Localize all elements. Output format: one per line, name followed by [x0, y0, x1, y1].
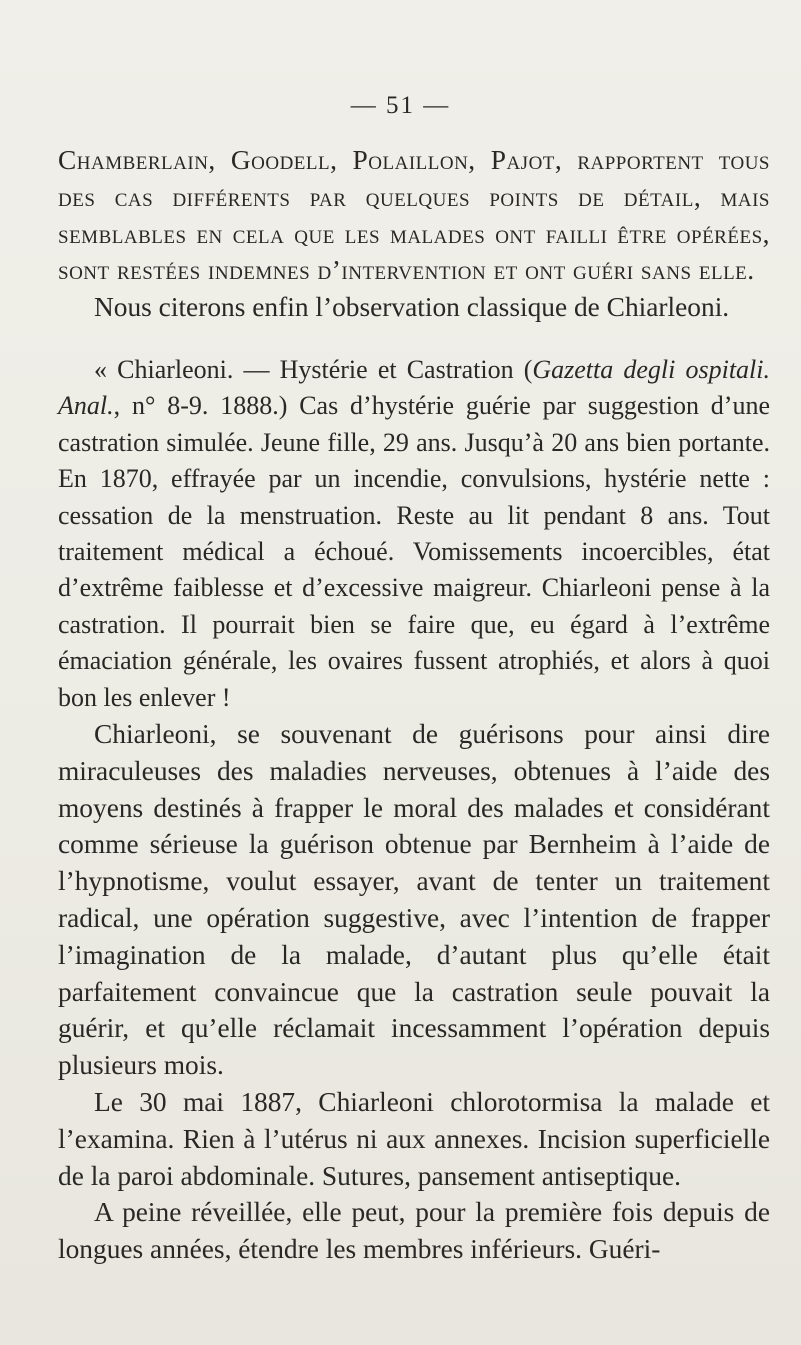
paragraph-5: Le 30 mai 1887, Chiarleoni chlorotormisa la malade et l’examina. Rien à l’utérus ni aux annexes. Incision superficielle de la paroi abdominale. Sutures, pansement antiseptique.	[58, 1087, 770, 1191]
quote-intro: « Chiarleoni. — Hystérie et Castration (	[94, 354, 533, 384]
paragraph-1: Chamberlain, Goodell, Polaillon, Pajot, rapportent tous des cas différents par quelques points de détail, mais semblables en cela que les malades ont failli être opérées, sont restées indemnes d’intervention et ont guéri sans elle.	[58, 145, 770, 286]
page-number: — 51 —	[350, 92, 451, 119]
paragraph-4: Chiarleoni, se souvenant de guérisons pour ainsi dire miraculeuses des maladies nerveuses, obtenues à l’aide des moyens destinés à frapper le moral des malades et considérant comme sérieuse la guérison obtenue par Bernheim à l’aide de l’hypnotisme, voulut essayer, avant de tenter un traitement radical, une opération suggestive, avec l’intention de frapper l’imagination de la malade, d’autant plus qu’elle était parfaitement convaincue que la castration seule pouvait la guérir, et qu’elle réclamait incessamment l’opération depuis plusieurs mois.	[58, 719, 770, 1081]
quote-body: , n° 8-9. 1888.) Cas d’hystérie guérie par suggestion d’une castration simulée. Jeune fille, 29 ans. Jusqu’à 20 ans bien portante. En 1870, effrayée par un incendie, convulsions, hystérie nette : cessation de la menstruation. Reste au lit pendant 8 ans. Tout traitement médical a échoué. Vomissements incoercibles, état d’extrême faiblesse et d’excessive maigreur. Chiarleoni pense à la castration. Il pourrait bien se faire que, eu égard à l’extrême émaciation générale, les ovaires fussent atrophiés, et alors à quoi bon les enlever !	[58, 391, 770, 712]
quote-source: Gazetta degli ospitali. Anal.	[58, 354, 771, 421]
paragraph-6: A peine réveillée, elle peut, pour la première fois depuis de longues années, étendre les membres inférieurs. Guéri-	[58, 1197, 770, 1265]
paragraph-2: Nous citerons enfin l’observation classique de Chiarleoni.	[94, 292, 730, 323]
text-body	[58, 142, 770, 1268]
quote-paragraph	[58, 352, 770, 716]
